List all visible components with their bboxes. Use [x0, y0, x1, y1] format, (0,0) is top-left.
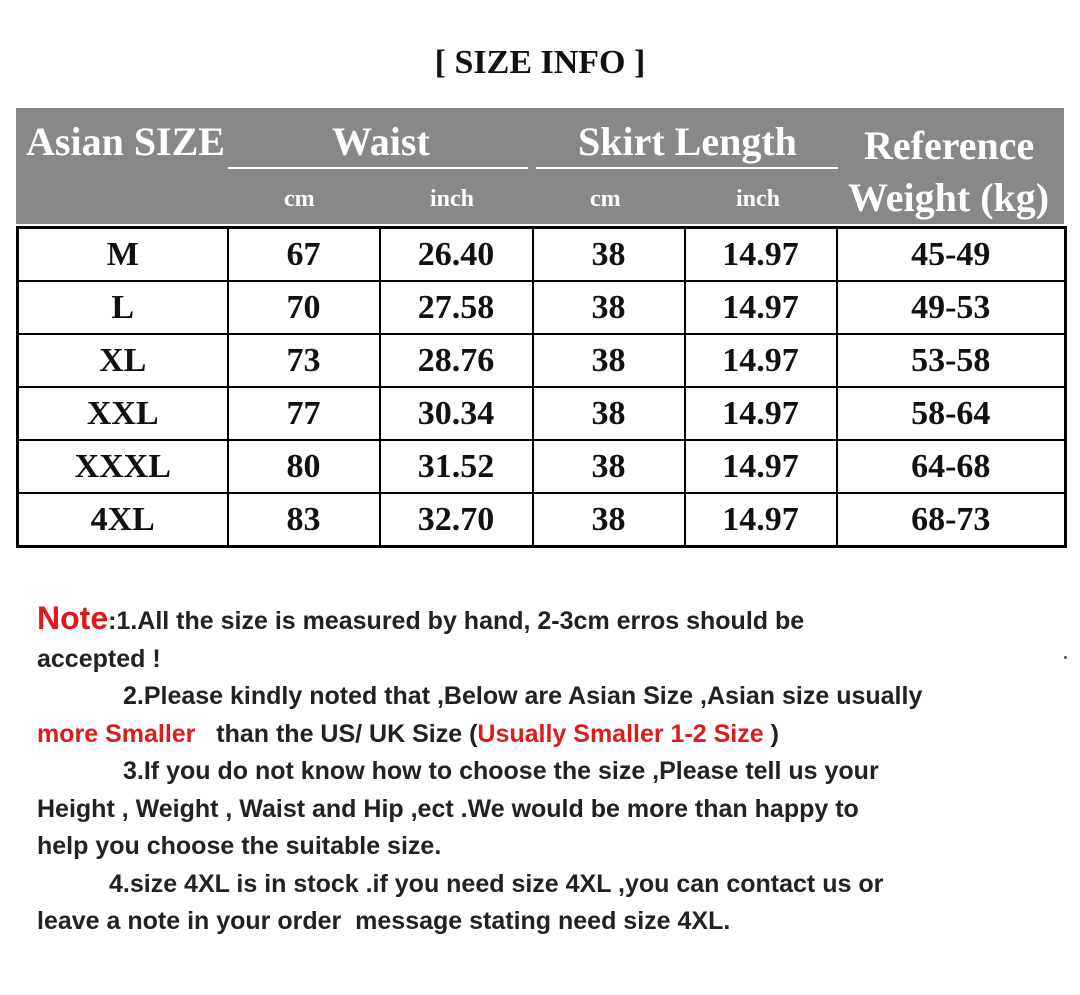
size-cell: XL: [18, 334, 228, 387]
skirt-underline: [536, 167, 838, 169]
table-header: [16, 108, 1064, 224]
waist-cm-cell: 73: [228, 334, 380, 387]
stray-dot: [1064, 656, 1067, 659]
skirt-inch-cell: 14.97: [685, 387, 837, 440]
header-waist-inch: inch: [430, 186, 475, 212]
waist-inch-cell: 30.34: [380, 387, 533, 440]
waist-inch-cell: 28.76: [380, 334, 533, 387]
skirt-cm-cell: 38: [533, 440, 685, 493]
waist-inch-cell: 26.40: [380, 228, 533, 282]
note-1-continued: accepted !: [37, 644, 161, 673]
size-cell: XXL: [18, 387, 228, 440]
skirt-inch-cell: 14.97: [685, 440, 837, 493]
table-row: [18, 493, 1066, 547]
note-2-highlight: more Smaller: [37, 719, 196, 748]
table-row: [18, 387, 1066, 440]
header-skirt-inch: inch: [736, 186, 781, 212]
size-table: [16, 108, 1064, 548]
table-row: [18, 440, 1066, 493]
note-2: 2.Please kindly noted that ,Below are Asian Size ,Asian size usually: [123, 682, 923, 710]
header-waist: Waist: [332, 119, 430, 164]
waist-cm-cell: 70: [228, 281, 380, 334]
size-cell: XXXL: [18, 440, 228, 493]
table-row: [18, 281, 1066, 334]
note-2-continued: [37, 716, 1047, 754]
note-2-end: ): [763, 719, 779, 748]
table-row: [18, 334, 1066, 387]
waist-cm-cell: 67: [228, 228, 380, 282]
note-2-mid: than the US/ UK Size (: [195, 719, 478, 748]
waist-inch-cell: 31.52: [380, 440, 533, 493]
note-3: 3.If you do not know how to choose the size ,Please tell us your: [123, 757, 879, 785]
waist-cm-cell: 80: [228, 440, 380, 493]
note-label: Note: [37, 600, 109, 636]
weight-cell: 64-68: [837, 440, 1066, 493]
header-asian-size: Asian SIZE: [26, 119, 225, 164]
waist-inch-cell: 27.58: [380, 281, 533, 334]
note-3-line-2: Height , Weight , Waist and Hip ,ect .We would be more than happy to: [37, 794, 859, 823]
weight-cell: 68-73: [837, 493, 1066, 547]
weight-cell: 45-49: [837, 228, 1066, 282]
size-cell: L: [18, 281, 228, 334]
skirt-cm-cell: 38: [533, 228, 685, 282]
skirt-cm-cell: 38: [533, 387, 685, 440]
note-4: 4.size 4XL is in stock .if you need size 4XL ,you can contact us or: [109, 869, 884, 898]
skirt-inch-cell: 14.97: [685, 228, 837, 282]
page-title: [ SIZE INFO ]: [434, 44, 646, 81]
weight-cell: 53-58: [837, 334, 1066, 387]
weight-cell: 58-64: [837, 387, 1066, 440]
skirt-inch-cell: 14.97: [685, 493, 837, 547]
weight-cell: 49-53: [837, 281, 1066, 334]
waist-underline: [228, 167, 528, 169]
header-skirt-cm: cm: [590, 186, 621, 212]
note-2-highlight-2: Usually Smaller 1-2 Size: [477, 719, 764, 748]
header-weight: Weight (kg): [848, 175, 1050, 220]
skirt-inch-cell: 14.97: [685, 281, 837, 334]
waist-cm-cell: 83: [228, 493, 380, 547]
size-grid: [16, 226, 1067, 548]
waist-cm-cell: 77: [228, 387, 380, 440]
note-1: [37, 600, 1047, 641]
skirt-cm-cell: 38: [533, 334, 685, 387]
notes-section: [37, 600, 1047, 941]
note-1-text: :1.All the size is measured by hand, 2-3cm erros should be: [108, 607, 805, 635]
size-cell: M: [18, 228, 228, 282]
header-waist-cm: cm: [284, 186, 315, 212]
header-skirt-length: Skirt Length: [578, 119, 797, 164]
size-cell: 4XL: [18, 493, 228, 547]
skirt-cm-cell: 38: [533, 493, 685, 547]
skirt-cm-cell: 38: [533, 281, 685, 334]
skirt-inch-cell: 14.97: [685, 334, 837, 387]
note-3-line-3: help you choose the suitable size.: [37, 832, 442, 860]
header-reference: Reference: [864, 123, 1035, 168]
waist-inch-cell: 32.70: [380, 493, 533, 547]
table-row: [18, 228, 1066, 282]
note-4-line-2: leave a note in your order message stating need size 4XL.: [37, 907, 731, 935]
